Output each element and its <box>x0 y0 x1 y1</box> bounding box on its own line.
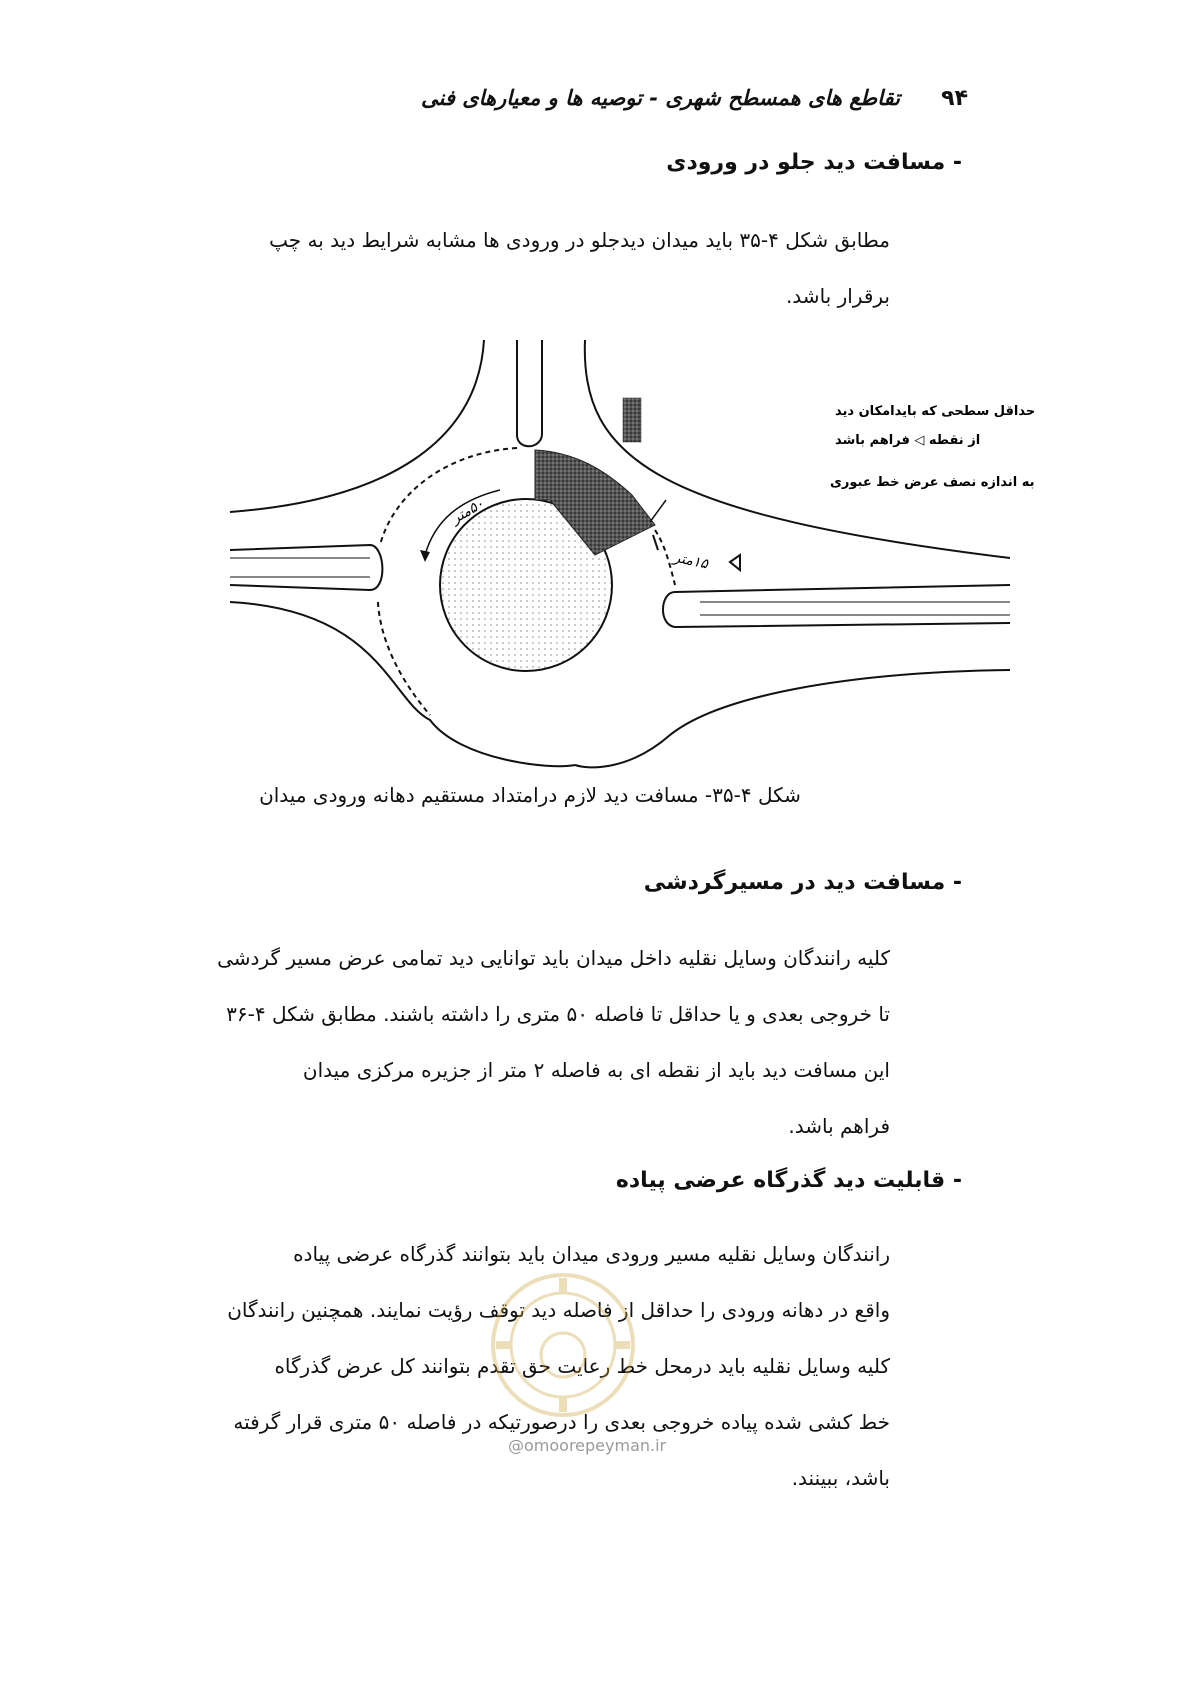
page-number: ۹۴ <box>941 86 968 111</box>
roundabout-sight-diagram <box>230 340 1036 800</box>
legend-text-line1: حداقل سطحی که بایدامکان دید <box>835 404 1036 419</box>
section-paragraph-forward-sight <box>110 212 890 324</box>
paragraph-line: تا خروجی بعدی و یا حداقل تا فاصله ۵۰ متری را داشته باشند. مطابق شکل ۴-۳۶ <box>226 1002 890 1026</box>
west-splitter-island <box>230 545 382 590</box>
paragraph-line: مطابق شکل ۴-۳۵ باید میدان دیدجلو در ورودی ها مشابه شرایط دید به چپ <box>269 228 890 252</box>
figure-caption: شکل ۴-۳۵- مسافت دید لازم درامتداد مستقیم دهانه ورودی میدان <box>259 783 801 807</box>
circulating-path-dashed-right <box>655 530 675 585</box>
observer-point-icon <box>730 555 740 570</box>
watermark-url: @omoorepeyman.ir <box>508 1436 667 1455</box>
label-15m: ۱۵متر <box>672 549 710 573</box>
half-lane-note: به اندازه نصف عرض خط عبوری <box>830 475 1035 490</box>
paragraph-line: این مسافت دید باید از نقطه ای به فاصله ۲ متر از جزیره مرکزی میدان <box>302 1058 890 1082</box>
east-splitter-island <box>663 585 1010 627</box>
paragraph-line: رانندگان وسایل نقلیه مسیر ورودی میدان باید بتوانند گذرگاه عرضی پیاده <box>293 1242 890 1266</box>
paragraph-line: خط کشی شده پیاده خروجی بعدی را درصورتیکه در فاصله ۵۰ متری قرار گرفته <box>233 1410 890 1434</box>
legend-text-line2: از نقطه ◁ فراهم باشد <box>835 433 981 448</box>
paragraph-line: کلیه رانندگان وسایل نقلیه داخل میدان باید توانایی دید تمامی عرض مسیر گردشی <box>217 946 890 970</box>
paragraph-line: فراهم باشد. <box>788 1114 890 1138</box>
legend-swatch <box>623 398 641 442</box>
section-heading-pedestrian-crossing: - قابلیت دید گذرگاه عرضی پیاده <box>615 1168 962 1193</box>
paragraph-line: برقرار باشد. <box>785 284 890 308</box>
watermark-stamp <box>488 1270 638 1420</box>
paragraph-line: کلیه وسایل نقلیه باید درمحل خط رعایت حق تقدم بتوانند کل عرض گذرگاه <box>274 1354 890 1378</box>
running-title: تقاطع های همسطح شهری - توصیه ها و معیارهای فنی <box>421 86 900 110</box>
section-heading-circulating-sight: - مسافت دید در مسیرگردشی <box>643 870 962 895</box>
north-splitter-island <box>517 340 542 446</box>
paragraph-line: باشد، ببینند. <box>791 1466 890 1490</box>
circulating-path-dashed-lower <box>378 602 430 715</box>
paragraph-line: واقع در دهانه ورودی را حداقل از فاصله دید توقف رؤیت نمایند. همچنین رانندگان <box>227 1298 890 1322</box>
section-heading-forward-sight: - مسافت دید جلو در ورودی <box>666 150 962 175</box>
label-50m: ۵۰متر <box>449 495 487 528</box>
section-paragraph-circulating-sight <box>110 930 890 1154</box>
arrow-50m-head <box>420 550 430 562</box>
